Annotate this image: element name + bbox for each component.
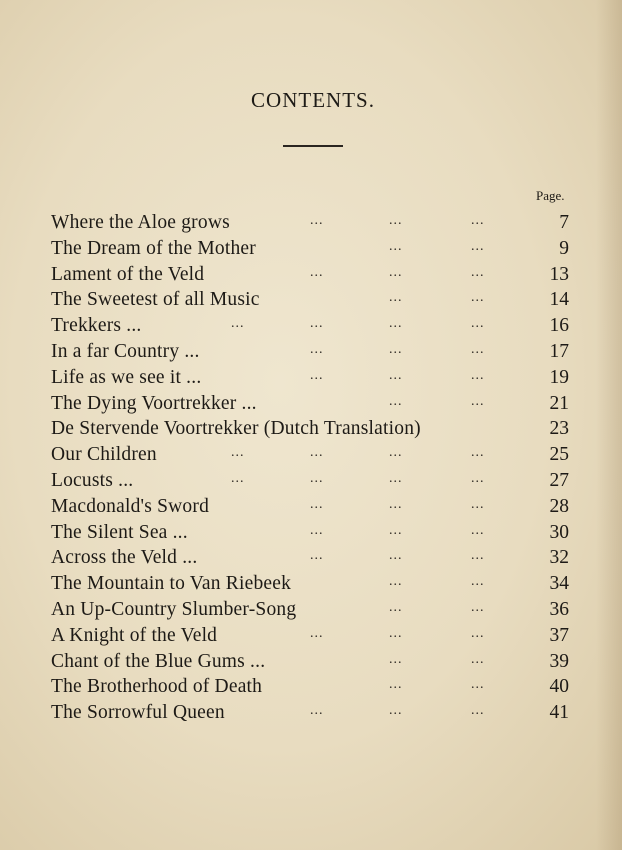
toc-entry (51, 468, 581, 494)
entry-page-number: 21 (549, 392, 569, 414)
toc-entry (51, 545, 581, 571)
leader-dots: ... (471, 445, 485, 461)
entry-page-number: 14 (549, 289, 569, 311)
toc-entry (51, 674, 581, 700)
entry-page-number: 40 (549, 676, 569, 698)
leader-dots: ... (471, 522, 485, 538)
leader-dots: ... (389, 677, 403, 693)
entry-page-number: 32 (549, 547, 569, 569)
toc-entry (51, 520, 581, 546)
toc-entry (51, 494, 581, 520)
toc-entry (51, 391, 581, 417)
toc-entry (51, 339, 581, 365)
entry-page-number: 19 (549, 366, 569, 388)
leader-dots: ... (471, 496, 485, 512)
entry-title: The Mountain to Van Riebeek (51, 573, 292, 595)
leader-dots: ... (310, 470, 324, 486)
entry-page-number: 34 (549, 573, 569, 595)
entry-title: The Brotherhood of Death (51, 676, 263, 698)
leader-dots: ... (471, 574, 485, 590)
leader-dots: ... (471, 393, 485, 409)
toc-entry (51, 416, 581, 442)
leader-dots: ... (310, 703, 324, 719)
entry-title: The Dream of the Mother (51, 237, 256, 259)
leader-dots: ... (389, 213, 403, 228)
entry-page-number: 25 (549, 444, 569, 466)
leader-dots: ... (389, 574, 403, 590)
entry-title: De Stervende Voortrekker (Dutch Translation) (51, 418, 421, 440)
leader-dots: ... (389, 548, 403, 564)
entry-title: Life as we see it ... (51, 366, 202, 388)
entry-page-number: 36 (549, 598, 569, 620)
leader-dots: ... (471, 703, 485, 719)
entry-page-number: 41 (549, 702, 569, 724)
leader-dots: ... (471, 599, 485, 615)
leader-dots: ... (389, 470, 403, 486)
entry-page-number: 39 (549, 650, 569, 672)
leader-dots: ... (471, 625, 485, 641)
leader-dots: ... (231, 470, 245, 486)
leader-dots: ... (389, 238, 403, 254)
toc-entry (51, 287, 581, 313)
leader-dots: ... (389, 496, 403, 512)
entry-page-number: 37 (549, 624, 569, 646)
entry-page-number: 17 (549, 340, 569, 362)
entry-page-number: 13 (549, 263, 569, 285)
leader-dots: ... (471, 290, 485, 306)
toc-entry (51, 262, 581, 288)
title-rule (283, 145, 343, 147)
entry-page-number: 23 (549, 418, 569, 440)
entry-title: The Silent Sea ... (51, 521, 188, 543)
leader-dots: ... (310, 522, 324, 538)
leader-dots: ... (389, 651, 403, 667)
leader-dots: ... (389, 341, 403, 357)
leader-dots: ... (389, 703, 403, 719)
entry-title: The Sorrowful Queen (51, 702, 225, 724)
leader-dots: ... (471, 213, 485, 228)
leader-dots: ... (389, 367, 403, 383)
leader-dots: ... (389, 445, 403, 461)
leader-dots: ... (231, 316, 245, 332)
entry-page-number: 16 (549, 315, 569, 337)
leader-dots: ... (231, 445, 245, 461)
entry-title: Our Children (51, 444, 157, 466)
entry-page-number: 30 (549, 521, 569, 543)
entry-title: The Sweetest of all Music (51, 289, 260, 311)
contents-list (51, 210, 581, 726)
entry-page-number: 9 (559, 237, 569, 259)
leader-dots: ... (471, 316, 485, 332)
toc-entry (51, 571, 581, 597)
toc-entry (51, 700, 581, 726)
leader-dots: ... (310, 445, 324, 461)
toc-entry (51, 597, 581, 623)
leader-dots: ... (389, 522, 403, 538)
page-title: CONTENTS. (251, 88, 375, 112)
entry-title: The Dying Voortrekker ... (51, 392, 257, 414)
entry-page-number: 27 (549, 469, 569, 491)
leader-dots: ... (471, 367, 485, 383)
toc-entry (51, 365, 581, 391)
page-column-label: Page. (536, 188, 565, 203)
leader-dots: ... (471, 651, 485, 667)
entry-title: In a far Country ... (51, 340, 200, 362)
leader-dots: ... (471, 677, 485, 693)
leader-dots: ... (310, 548, 324, 564)
toc-entry (51, 623, 581, 649)
toc-entry (51, 236, 581, 262)
leader-dots: ... (471, 548, 485, 564)
entry-title: Locusts ... (51, 469, 134, 491)
leader-dots: ... (471, 341, 485, 357)
toc-entry (51, 442, 581, 468)
leader-dots: ... (389, 290, 403, 306)
leader-dots: ... (310, 213, 324, 228)
entry-page-number: 7 (559, 212, 569, 233)
entry-title: Where the Aloe grows (51, 212, 230, 233)
leader-dots: ... (471, 470, 485, 486)
leader-dots: ... (471, 238, 485, 254)
leader-dots: ... (389, 393, 403, 409)
leader-dots: ... (310, 496, 324, 512)
toc-entry (51, 313, 581, 339)
leader-dots: ... (389, 625, 403, 641)
entry-title: Chant of the Blue Gums ... (51, 650, 266, 672)
leader-dots: ... (389, 599, 403, 615)
leader-dots: ... (389, 316, 403, 332)
leader-dots: ... (471, 264, 485, 280)
leader-dots: ... (310, 367, 324, 383)
entry-title: Macdonald's Sword (51, 495, 210, 517)
toc-entry (51, 649, 581, 675)
entry-title: Trekkers ... (51, 315, 142, 337)
entry-title: Lament of the Veld (51, 263, 205, 285)
leader-dots: ... (310, 264, 324, 280)
leader-dots: ... (310, 625, 324, 641)
leader-dots: ... (310, 341, 324, 357)
toc-entry (51, 210, 581, 236)
entry-title: Across the Veld ... (51, 547, 198, 569)
entry-title: A Knight of the Veld (51, 624, 218, 646)
leader-dots: ... (389, 264, 403, 280)
leader-dots: ... (310, 316, 324, 332)
entry-title: An Up-Country Slumber-Song (51, 598, 297, 620)
entry-page-number: 28 (549, 495, 569, 517)
